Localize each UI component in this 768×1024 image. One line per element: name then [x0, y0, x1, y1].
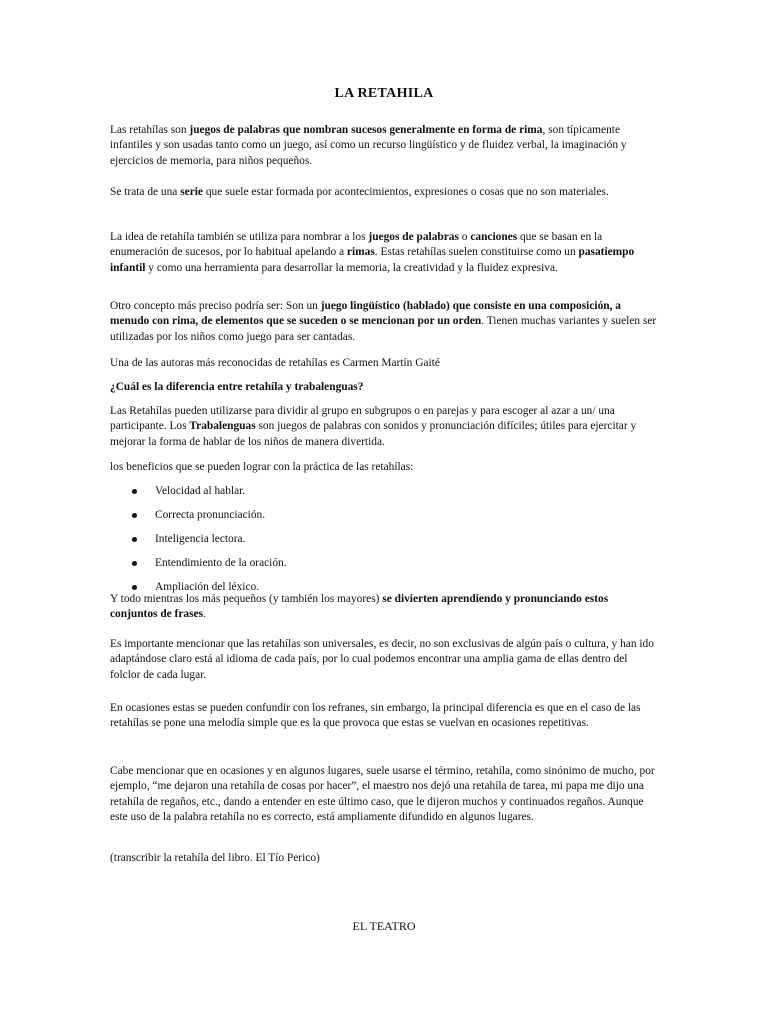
paragraph-refranes: En ocasiones estas se pueden confundir con los refranes, sin embargo, la principal diferencia es que en el caso de las retahílas se pone una melodía simple que es la que provoca que estas se vuelvan en ocasiones repetitivas.	[110, 702, 641, 730]
paragraph-concepto	[110, 299, 658, 345]
paragraph-transcribir: (transcribir la retahíla del libro. El Tío Perico)	[110, 852, 320, 864]
list-item	[110, 530, 650, 554]
next-section-title: EL TEATRO	[352, 919, 416, 933]
benefits-list	[110, 482, 650, 602]
bold-run: canciones	[470, 231, 518, 243]
bold-run: pasatiempo infantil	[110, 246, 635, 274]
bullet-icon	[132, 489, 137, 494]
paragraph-definition	[110, 123, 658, 169]
text-run: La idea de retahíla también se utiliza para nombrar a los	[110, 231, 369, 243]
text-run: Y todo mientras los más pequeños (y también los mayores)	[110, 593, 383, 605]
bold-run: serie	[180, 186, 203, 198]
bullet-icon	[132, 537, 137, 542]
bold-run: juego lingüístico (hablado) que consiste en una composición, a menudo con rima, de elementos que se suceden o se mencionan por un orden	[110, 300, 621, 328]
paragraph-idea	[110, 230, 658, 276]
paragraph-autoras: Una de las autoras más reconocidas de retahílas es Carmen Martín Gaité	[110, 357, 440, 369]
paragraph-sinonimo: Cabe mencionar que en ocasiones y en algunos lugares, suele usarse el término, retahíla, como sinónimo de mucho, por ejemplo, “me dejaron una retahíla de cosas por hacer”, el maestro nos dejó una retahíla de tarea, mi papa me dijo una retahíla de regaños, etc., dando a entender en este último caso, que le dijeron muchos y continuados regaños. Aunque este uso de la palabra retahíla no es correcto, está ampliamente difundido en algunos lugares.	[110, 765, 655, 824]
list-item-label: Velocidad al hablar.	[155, 485, 246, 497]
bold-run: juegos de palabras	[368, 231, 459, 243]
list-item-label: Inteligencia lectora.	[155, 533, 246, 545]
list-item	[110, 482, 650, 506]
list-item-label: Correcta pronunciación.	[155, 509, 266, 521]
bold-run: juegos de palabras que nombran sucesos generalmente en forma de rima	[189, 124, 543, 136]
bullet-icon	[132, 585, 137, 590]
list-item	[110, 554, 650, 578]
paragraph-universales: Es importante mencionar que las retahílas son universales, es decir, no son exclusivas de algún país o cultura, y han ido adaptándose claro está al idioma de cada país, por lo cual podemos encontrar una amplia gama de ellas dentro del folclor de cada lugar.	[110, 638, 654, 681]
text-run: Otro concepto más preciso podría ser: Son un	[110, 300, 321, 312]
bold-run: se divierten aprendiendo y pronunciando estos conjuntos de frases	[110, 593, 609, 621]
bold-run: Trabalenguas	[189, 420, 256, 433]
text-run: . Tienen muchas variantes y suelen ser utilizadas por los niños como juego para ser cantadas.	[110, 315, 657, 343]
text-run: Las Retahílas pueden utilizarse para dividir al grupo en subgrupos o en parejas y para escoger al azar a un/ una participante. Los	[110, 405, 615, 433]
paragraph-serie	[110, 185, 658, 200]
question-heading: ¿Cuál es la diferencia entre retahíla y trabalenguas?	[110, 381, 364, 393]
text-run: . Estas retahílas suelen constituirse como un	[374, 246, 579, 259]
list-item-label: Ampliación del léxico.	[155, 581, 260, 593]
text-run: que se basan en la enumeración de sucesos, por lo habitual apelando a	[110, 231, 603, 259]
list-item-label: Entendimiento de la oración.	[155, 557, 287, 569]
paragraph-beneficios: los beneficios que se pueden lograr con la práctica de las retahílas:	[110, 461, 414, 473]
paragraph-diversion	[110, 592, 658, 623]
text-run: Las retahílas son	[110, 124, 190, 136]
text-run: , son típicamente infantiles y son usadas tanto como un juego, así como un recurso lingüístico y de fluidez verbal, la imaginación y ejercicios de memoria, para niños pequeños.	[110, 124, 627, 167]
bullet-icon	[132, 561, 137, 566]
text-run: .	[203, 608, 206, 621]
list-item	[110, 506, 650, 530]
text-run: Se trata de una	[110, 186, 181, 198]
text-run: o	[458, 231, 471, 243]
text-run: que suele estar formada por acontecimientos, expresiones o cosas que no son materiales.	[202, 186, 609, 198]
paragraph-trabalenguas	[110, 404, 658, 450]
bold-run: rimas	[346, 246, 375, 259]
document-title: LA RETAHILA	[334, 86, 434, 101]
bullet-icon	[132, 513, 137, 518]
text-run: son juegos de palabras con sonidos y pronunciación difíciles; útiles para ejercitar y mejorar la forma de hablar de los niños de manera divertida.	[110, 420, 637, 448]
text-run: y como una herramienta para desarrollar la memoria, la creatividad y la fluidez expresiva.	[145, 261, 558, 274]
